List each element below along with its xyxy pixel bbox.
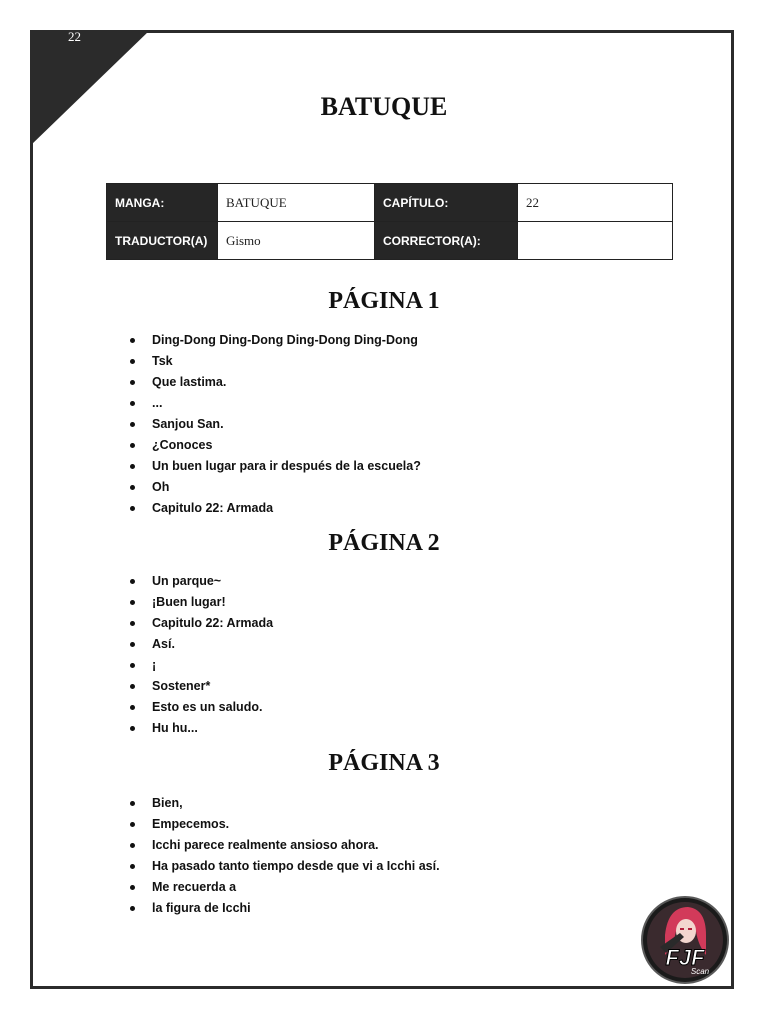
list-item: la figura de Icchi bbox=[130, 898, 440, 919]
list-item: Bien, bbox=[130, 793, 440, 814]
list-item: Oh bbox=[130, 477, 421, 498]
document-title: BATUQUE bbox=[320, 92, 448, 121]
corrector-value bbox=[518, 222, 673, 260]
page-number: 22 bbox=[68, 29, 81, 44]
list-item: Icchi parece realmente ansioso ahora. bbox=[130, 835, 440, 856]
list-item: Hu hu... bbox=[130, 718, 273, 739]
list-item: Capitulo 22: Armada bbox=[130, 498, 421, 519]
list-item: Capitulo 22: Armada bbox=[130, 613, 273, 634]
list-item: Esto es un saludo. bbox=[130, 697, 273, 718]
translator-label: TRADUCTOR(A) bbox=[107, 222, 218, 260]
scan-group-logo bbox=[640, 895, 730, 985]
list-item: Un parque~ bbox=[130, 571, 273, 592]
section-title-page-1: PÁGINA 1 bbox=[328, 288, 440, 314]
list-item: Tsk bbox=[130, 351, 421, 372]
manga-label: MANGA: bbox=[107, 184, 218, 222]
list-item: Sostener* bbox=[130, 676, 273, 697]
section-title-page-3: PÁGINA 3 bbox=[328, 750, 440, 776]
logo-text: FJF bbox=[665, 945, 705, 970]
corner-tab bbox=[30, 30, 150, 146]
section-title-page-2: PÁGINA 2 bbox=[328, 530, 440, 556]
list-item: Que lastima. bbox=[130, 372, 421, 393]
list-item: ¿Conoces bbox=[130, 435, 421, 456]
list-item: Un buen lugar para ir después de la escuela? bbox=[130, 456, 421, 477]
chapter-value: 22 bbox=[518, 184, 673, 222]
list-item: Me recuerda a bbox=[130, 877, 440, 898]
info-table bbox=[106, 183, 673, 260]
dialogue-list-page-2 bbox=[130, 571, 273, 739]
list-item: Empecemos. bbox=[130, 814, 440, 835]
list-item: Ha pasado tanto tiempo desde que vi a Icchi así. bbox=[130, 856, 440, 877]
list-item: Sanjou San. bbox=[130, 414, 421, 435]
manga-value: BATUQUE bbox=[218, 184, 375, 222]
logo-subtext: Scan bbox=[690, 967, 710, 976]
dialogue-list-page-3 bbox=[130, 793, 440, 919]
list-item: ¡ bbox=[130, 655, 273, 676]
list-item: Así. bbox=[130, 634, 273, 655]
list-item: ¡Buen lugar! bbox=[130, 592, 273, 613]
translator-value: Gismo bbox=[218, 222, 375, 260]
dialogue-list-page-1 bbox=[130, 330, 421, 519]
chapter-label: CAPÍTULO: bbox=[375, 184, 518, 222]
list-item: Ding-Dong Ding-Dong Ding-Dong Ding-Dong bbox=[130, 330, 421, 351]
corrector-label: CORRECTOR(A): bbox=[375, 222, 518, 260]
list-item: ... bbox=[130, 393, 421, 414]
